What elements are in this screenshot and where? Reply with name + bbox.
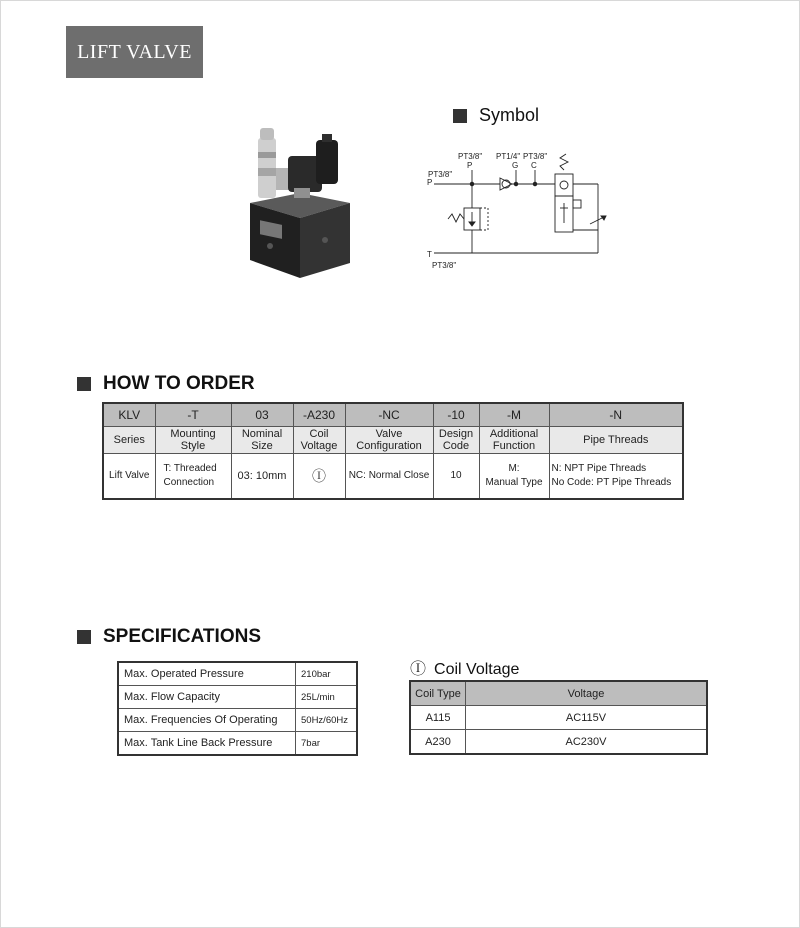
order-detail-cell: 03: 10mm <box>231 454 293 500</box>
label-c: C <box>531 161 537 170</box>
order-code-cell: -A230 <box>293 403 345 427</box>
label-c-size: PT3/8" <box>523 152 548 161</box>
coil-row <box>410 730 707 755</box>
order-name-cell: Valve Configuration <box>345 427 433 454</box>
label-g: G <box>512 161 519 170</box>
order-code-row <box>103 403 683 427</box>
spec-row <box>118 686 357 709</box>
label-t: T <box>427 250 432 259</box>
spec-value: 7bar <box>296 732 358 756</box>
order-code-cell: -NC <box>345 403 433 427</box>
coil-type-cell: A230 <box>410 730 466 755</box>
label-p-left: P <box>427 178 433 187</box>
spec-row <box>118 662 357 686</box>
spec-label: Max. Flow Capacity <box>118 686 296 709</box>
spec-label: Max. Operated Pressure <box>118 662 296 686</box>
label-t-size: PT3/8" <box>432 261 457 270</box>
order-name-cell: Design Code <box>433 427 479 454</box>
order-code-cell: -N <box>549 403 683 427</box>
order-code-cell: -10 <box>433 403 479 427</box>
order-code-cell: -T <box>155 403 231 427</box>
page-title: LIFT VALVE <box>66 26 203 78</box>
coil-type-cell: A115 <box>410 706 466 730</box>
order-code-cell: 03 <box>231 403 293 427</box>
symbol-heading: Symbol <box>453 105 539 126</box>
spec-row <box>118 709 357 732</box>
order-detail-cell: 10 <box>433 454 479 500</box>
spec-row <box>118 732 357 756</box>
order-detail-row <box>103 454 683 500</box>
spec-value: 210bar <box>296 662 358 686</box>
label-p-left-size: PT3/8" <box>428 170 453 179</box>
label-p-top: P <box>467 161 473 170</box>
order-code-cell: -M <box>479 403 549 427</box>
spec-label: Max. Tank Line Back Pressure <box>118 732 296 756</box>
spec-value: 25L/min <box>296 686 358 709</box>
order-name-cell: Pipe Threads <box>549 427 683 454</box>
coil-header-row <box>410 681 707 706</box>
specifications-heading: SPECIFICATIONS <box>77 626 261 648</box>
order-code-table <box>102 402 684 500</box>
spec-label: Max. Frequencies Of Operating <box>118 709 296 732</box>
order-name-cell: Nominal Size <box>231 427 293 454</box>
order-detail-cell: NC: Normal Close <box>345 454 433 500</box>
specifications-table <box>117 661 358 756</box>
coil-voltage-cell: AC115V <box>466 706 708 730</box>
valve-product-image <box>240 128 360 278</box>
order-code-cell: KLV <box>103 403 155 427</box>
order-name-cell: Coil Voltage <box>293 427 345 454</box>
order-detail-cell: Lift Valve <box>103 454 155 500</box>
coil-voltage-cell: AC230V <box>466 730 708 755</box>
spec-value: 50Hz/60Hz <box>296 709 358 732</box>
order-detail-cell: T: Threaded Connection <box>155 454 231 500</box>
order-name-cell: Series <box>103 427 155 454</box>
voltage-header: Voltage <box>466 681 708 706</box>
coil-type-header: Coil Type <box>410 681 466 706</box>
order-detail-cell: M: Manual Type <box>479 454 549 500</box>
order-name-cell: Additional Function <box>479 427 549 454</box>
how-to-order-heading: HOW TO ORDER <box>77 373 255 395</box>
coil-row <box>410 706 707 730</box>
coil-voltage-table <box>409 680 708 755</box>
order-detail-cell: N: NPT Pipe Threads No Code: PT Pipe Threads <box>549 454 683 500</box>
order-name-row <box>103 427 683 454</box>
label-g-size: PT1/4" <box>496 152 521 161</box>
order-name-cell: Mounting Style <box>155 427 231 454</box>
coil-voltage-heading: Ⓘ Coil Voltage <box>410 661 520 678</box>
label-p-top-size: PT3/8" <box>458 152 483 161</box>
hydraulic-symbol <box>420 148 620 273</box>
coil-voltage-marker: Ⓘ <box>410 661 427 678</box>
order-detail-cell: Ⓘ <box>293 454 345 500</box>
